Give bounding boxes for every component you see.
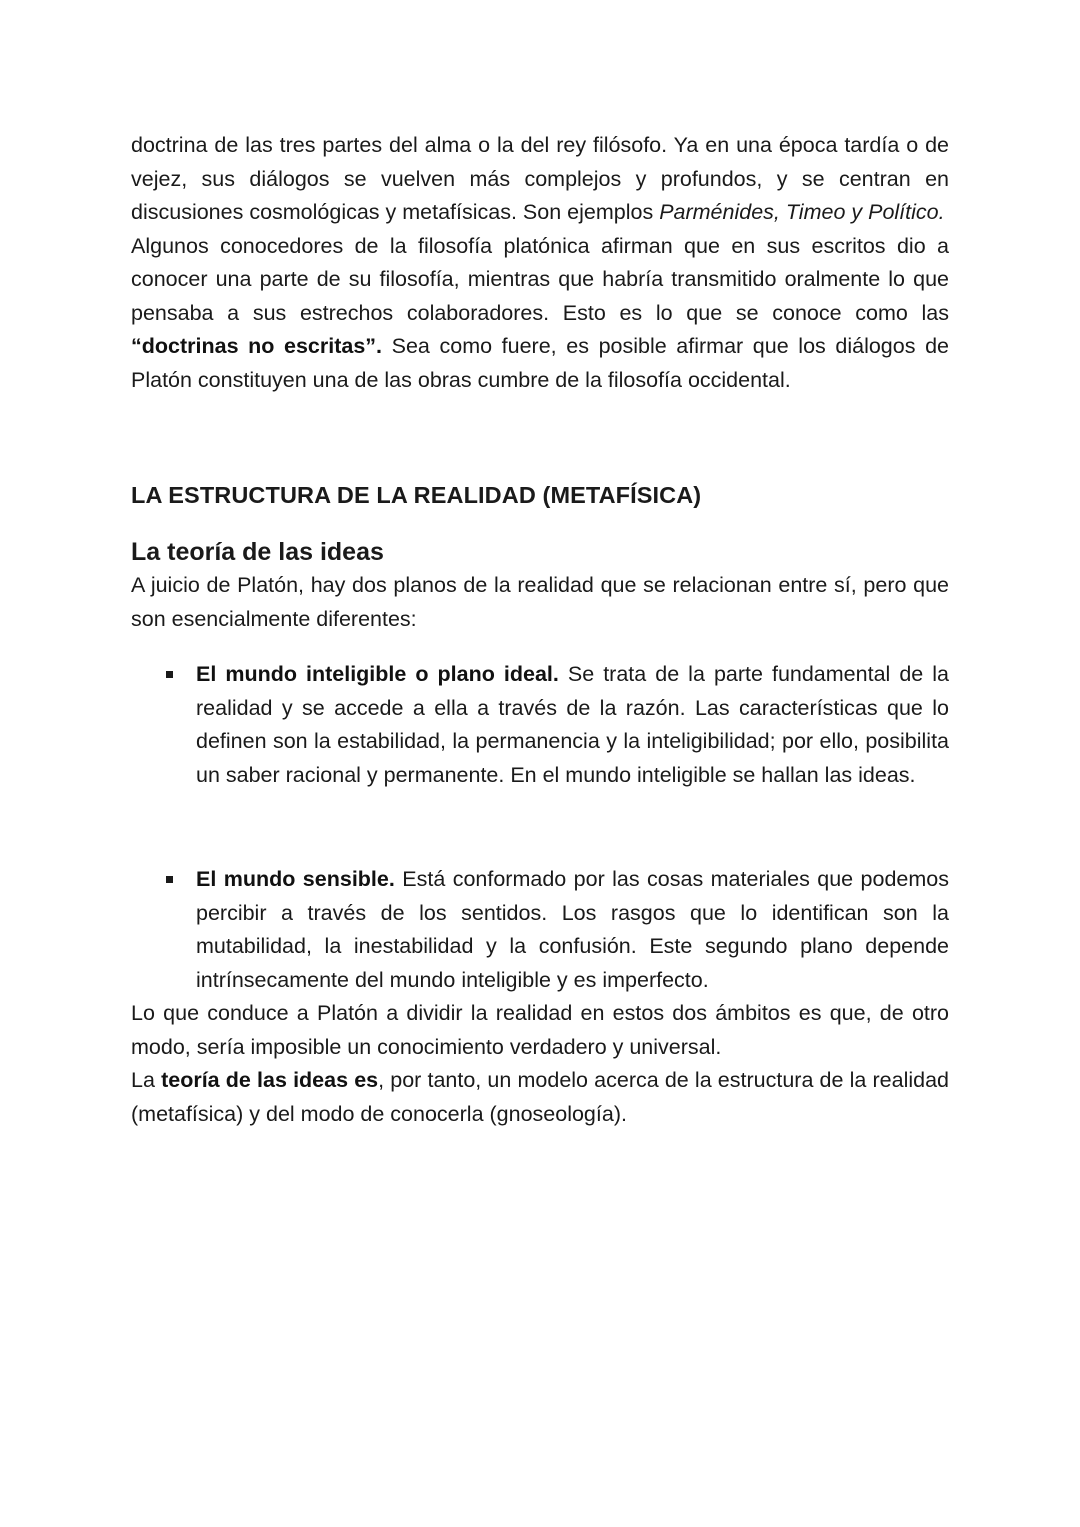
list-item-term: El mundo inteligible o plano ideal. xyxy=(196,662,559,686)
paragraph-two-planes: A juicio de Platón, hay dos planos de la realidad que se relacionan entre sí, pero que son esencialmente diferentes: xyxy=(131,573,949,631)
paragraph-reason-for-division: Lo que conduce a Platón a dividir la realidad en estos dos ámbitos es que, de otro modo, sería imposible un conocimiento verdadero y universal. xyxy=(131,1001,949,1059)
list-item-text xyxy=(196,658,949,792)
document-page xyxy=(131,129,949,1131)
list-item-description: Se trata de la parte fundamental de la realidad y se accede a ella a través de la razón. Las características que lo definen son la estabilidad, la permanencia y la inteligibilidad; por ello, posibilita un saber racional y permanente. En el mundo inteligible se hallan las ideas. xyxy=(196,662,949,787)
paragraph-text: Sea como fuere, es posible afirmar que los diálogos de Platón constituyen una de las obras cumbre de la filosofía occidental. xyxy=(131,334,949,392)
square-bullet-icon xyxy=(166,876,173,883)
list-item-term: El mundo sensible. xyxy=(196,867,395,891)
list-item-intelligible-world xyxy=(131,658,949,792)
paragraph-text: , por tanto, un modelo acerca de la estructura de la realidad (metafísica) y del modo de conocerla (gnoseología). xyxy=(131,1068,950,1126)
square-bullet-icon xyxy=(166,671,173,678)
list-item-description: Está conformado por las cosas materiales que podemos percibir a través de los sentidos. Los rasgos que lo identifican son la mutabilidad, la inestabilidad y la confusión. Este segundo plano depende intrínsecamente del mundo inteligible y es imperfecto. xyxy=(196,867,949,992)
section-heading: LA ESTRUCTURA DE LA REALIDAD (METAFÍSICA) xyxy=(131,482,702,508)
paragraph-dialogues-periods xyxy=(131,129,949,230)
paragraph-theory-summary xyxy=(131,1064,949,1131)
paragraph-text: La xyxy=(131,1068,162,1092)
emphasis-theory-of-ideas: teoría de las ideas es xyxy=(161,1068,379,1092)
paragraph-text: doctrina de las tres partes del alma o la del rey filósofo. Ya en una época tardía o de vejez, sus diálogos se vuelven más complejos y profundos, y se centran en discusiones cosmológicas y metafísicas. Son ejemplos xyxy=(131,133,949,224)
subsection-heading: La teoría de las ideas xyxy=(131,538,384,566)
list-item-text xyxy=(196,863,949,997)
paragraph-text: Algunos conocedores de la filosofía platónica afirman que en sus escritos dio a conocer una parte de su filosofía, mientras que habría transmitido oralmente lo que pensaba a sus estrechos colaboradores. Esto es lo que se conoce como las xyxy=(131,233,949,325)
emphasis-unwritten-doctrines: “doctrinas no escritas”. xyxy=(131,334,383,358)
list-item-sensible-world xyxy=(131,863,949,997)
dialogue-titles: Parménides, Timeo y Político. xyxy=(659,200,945,224)
paragraph-unwritten-doctrines xyxy=(131,230,949,398)
